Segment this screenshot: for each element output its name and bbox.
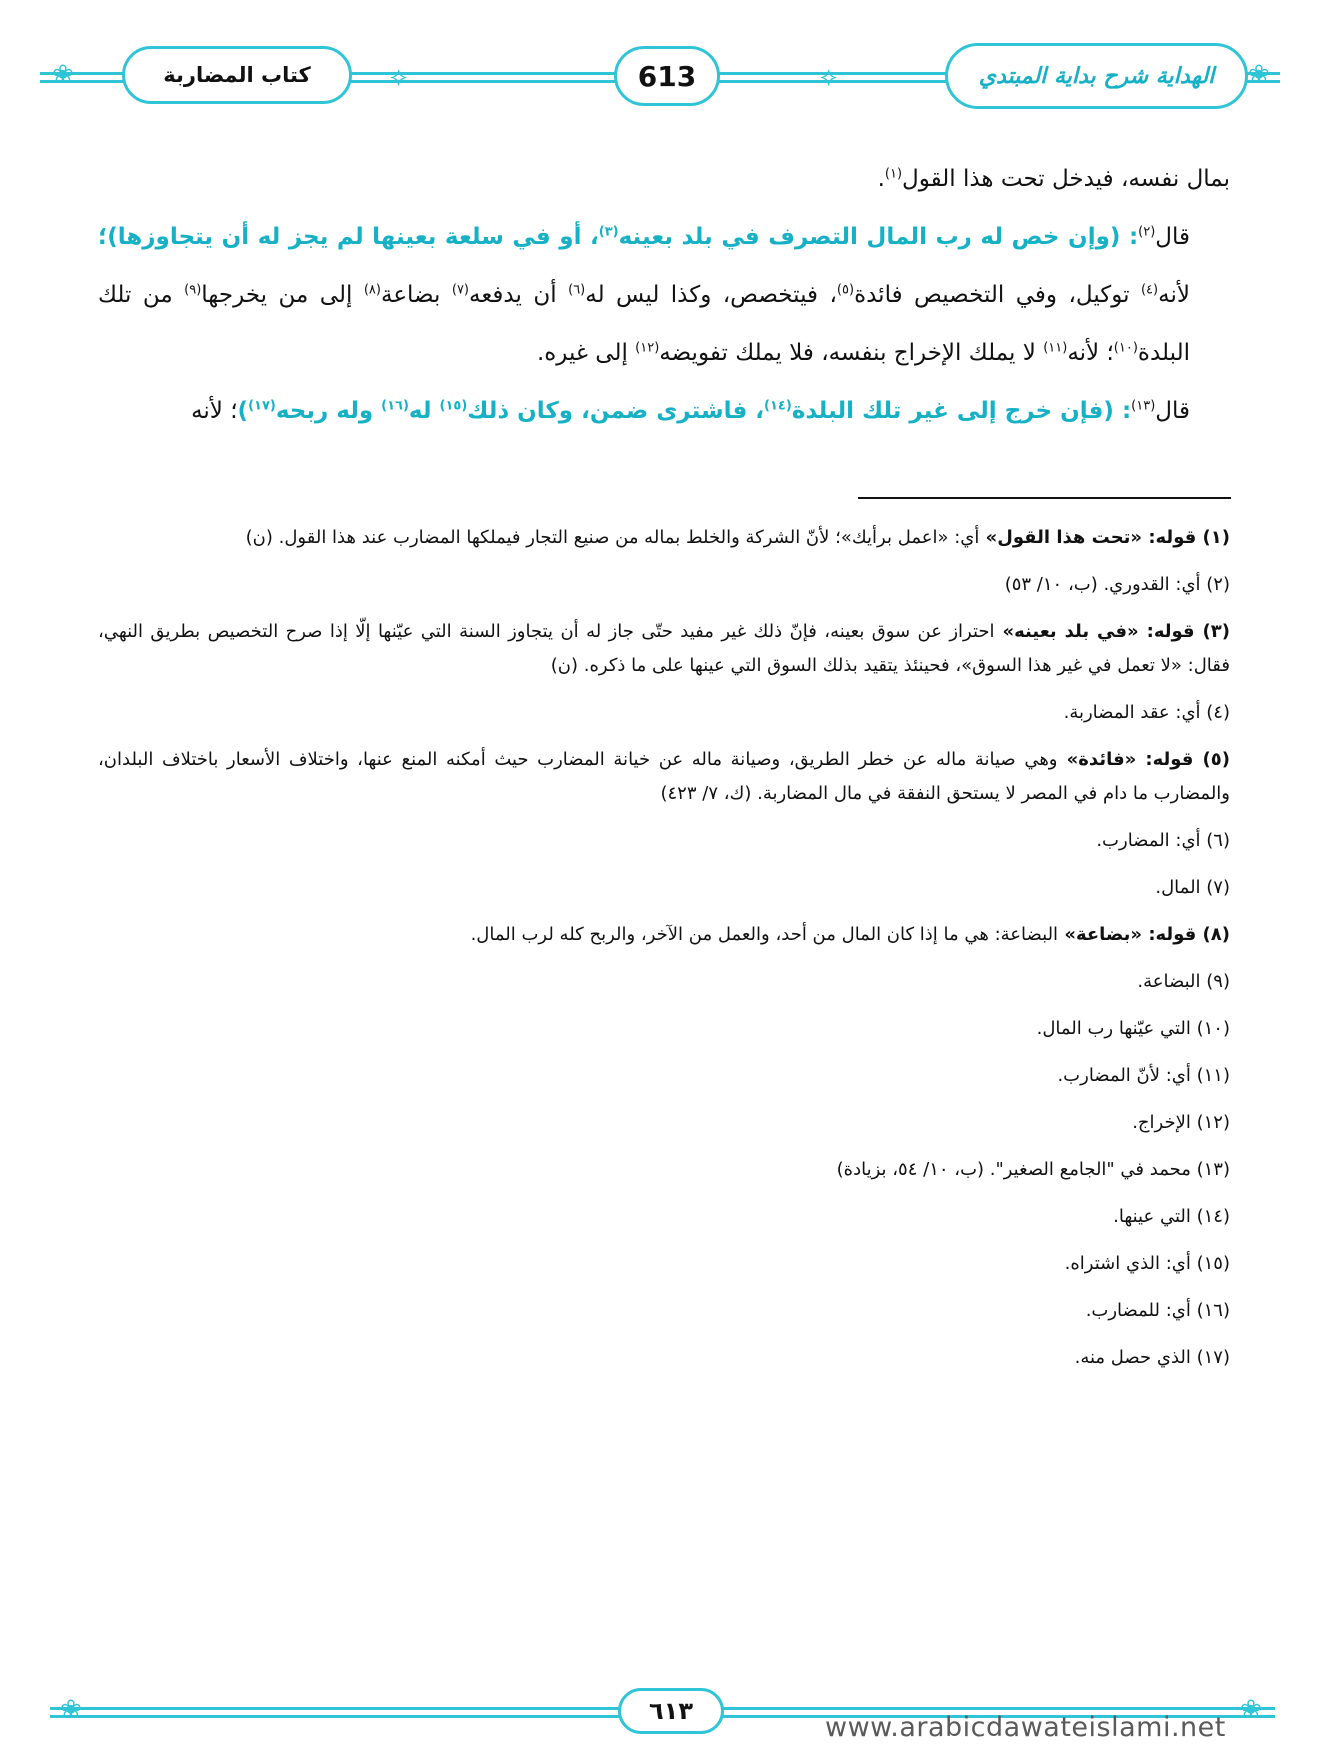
footnote: (١٧) الذي حصل منه. bbox=[1074, 1347, 1230, 1368]
paragraph bbox=[98, 208, 1230, 382]
footnote: (٢) أي: القدوري. (ب، ١٠/ ٥٣) bbox=[1004, 574, 1230, 595]
text-run: من تلك البلدة bbox=[98, 282, 1190, 366]
footnote-number: (١) bbox=[1202, 527, 1230, 548]
footnotes bbox=[98, 521, 1230, 1388]
matn-text: ، فاشترى ضمن، وكان ذلك bbox=[467, 398, 765, 424]
footnote: (٩) البضاعة. bbox=[1137, 971, 1230, 992]
main-text bbox=[98, 150, 1230, 440]
ornament-right-icon: ❀ bbox=[1248, 60, 1270, 90]
footnote-ref: (٧) bbox=[451, 282, 469, 298]
footnote-ref: (١) bbox=[884, 166, 903, 182]
ornament-icon: ⟡ bbox=[820, 62, 838, 92]
text-run: لأنه bbox=[1158, 282, 1190, 308]
footnote-label: قوله: «فائدة» bbox=[1057, 749, 1203, 770]
paragraph bbox=[98, 150, 1230, 208]
footnote bbox=[98, 521, 1230, 555]
footnote: (١٤) التي عينها. bbox=[1113, 1206, 1230, 1227]
matn-text: وله ربحه bbox=[275, 398, 382, 424]
ornament-icon: ⟡ bbox=[390, 62, 408, 92]
footnote: (٧) المال. bbox=[1155, 877, 1230, 898]
matn-text: : (فإن خرج إلى غير تلك البلدة bbox=[791, 398, 1132, 424]
footnote-separator bbox=[858, 497, 1231, 499]
text-run: بمال نفسه، فيدخل تحت هذا القول bbox=[902, 166, 1230, 192]
footnote: (١٥) أي: الذي اشتراه. bbox=[1064, 1253, 1230, 1274]
matn-text: ) bbox=[237, 398, 249, 424]
footnote-ref: (٥) bbox=[836, 282, 855, 298]
ornament-left-icon: ❀ bbox=[52, 60, 74, 90]
footnote-ref: (١٧) bbox=[248, 398, 276, 414]
page-number: 613 bbox=[614, 46, 720, 106]
book-title: الهداية شرح بداية المبتدي bbox=[945, 43, 1248, 109]
footnote-number: (٥) bbox=[1202, 749, 1230, 770]
footnote-ref: (٢) bbox=[1138, 224, 1156, 240]
text-run: قال bbox=[1155, 398, 1190, 424]
footnote-text: احتراز عن سوق بعينه، فإنّ ذلك غير مفيد حتّى جاز له أن يتجاوز السنة التي عيّنها إلّا إذا صرح التخصيص بطريق النهي، فقال: «لا تعمل في غير هذا السوق»، فحينئذ يتقيد بذلك السوق التي عينها على ما ذكره. (ن) bbox=[98, 621, 1230, 676]
footnote-ref: (١٥) bbox=[439, 398, 468, 414]
footnote-text: البضاعة: هي ما إذا كان المال من أحد، والعمل من الآخر، والربح كله لرب المال. bbox=[470, 924, 1059, 945]
footnote-text: أي: «اعمل برأيك»؛ لأنّ الشركة والخلط بماله من صنيع التجار فيملكها المضارب عند هذا القول. (ن) bbox=[245, 527, 980, 548]
footnote-label: قوله: «بضاعة» bbox=[1058, 924, 1203, 945]
footnote-ref: (١٠) bbox=[1113, 340, 1138, 356]
website-watermark: www.arabicdawateislami.net bbox=[825, 1712, 1226, 1743]
matn-text: له bbox=[408, 398, 440, 424]
footnote: (١٠) التي عيّنها رب المال. bbox=[1036, 1018, 1230, 1039]
footnote: (١٣) محمد في "الجامع الصغير". (ب، ١٠/ ٥٤، بزيادة) bbox=[836, 1159, 1230, 1180]
footnote: (١١) أي: لأنّ المضارب. bbox=[1057, 1065, 1230, 1086]
footnote: (٤) أي: عقد المضاربة. bbox=[1063, 702, 1230, 723]
text-run: ؛ لأنه bbox=[191, 398, 238, 424]
footnote-ref: (١٣) bbox=[1131, 398, 1156, 414]
footnote-ref: (١٢) bbox=[635, 340, 660, 356]
ornament-left-icon: ❀ bbox=[60, 1695, 82, 1725]
text-run: بضاعة bbox=[380, 282, 452, 308]
footnote-ref: (١٦) bbox=[381, 398, 409, 414]
text-run: ؛ لأنه bbox=[1067, 340, 1114, 366]
book-section-title: كتاب المضاربة bbox=[122, 46, 352, 104]
footnote: (١٦) أي: للمضارب. bbox=[1085, 1300, 1230, 1321]
footnote: (١٢) الإخراج. bbox=[1132, 1112, 1230, 1133]
paragraph bbox=[98, 382, 1230, 440]
footnote bbox=[98, 615, 1230, 683]
matn-text: ، أو في سلعة بعينها لم يجز له أن يتجاوزها)؛ bbox=[98, 224, 599, 250]
text-run: ، فيتخصص، وكذا ليس له bbox=[585, 282, 837, 308]
footer-page-number: ٦١٣ bbox=[618, 1688, 724, 1734]
text-run: أن يدفعه bbox=[469, 282, 569, 308]
text-run: لا يملك الإخراج بنفسه، فلا يملك تفويضه bbox=[659, 340, 1044, 366]
footnote-ref: (٩) bbox=[184, 282, 202, 298]
footnote-ref: (٨) bbox=[363, 282, 381, 298]
text-run: قال bbox=[1155, 224, 1190, 250]
footnote-ref: (٣) bbox=[598, 224, 619, 240]
footnote-ref: (٤) bbox=[1140, 282, 1159, 298]
text-run: إلى غيره. bbox=[536, 340, 636, 366]
footnote-number: (٣) bbox=[1202, 621, 1230, 642]
footnote-label: قوله: «تحت هذا القول» bbox=[979, 527, 1203, 548]
matn-text: : (وإن خص له رب المال التصرف في بلد بعينه bbox=[618, 224, 1139, 250]
footnote-number: (٨) bbox=[1202, 924, 1230, 945]
footnote bbox=[98, 743, 1230, 811]
footnote-label: قوله: «في بلد بعينه» bbox=[994, 621, 1203, 642]
text-run: توكيل، وفي التخصيص فائدة bbox=[854, 282, 1141, 308]
ornament-right-icon: ❀ bbox=[1240, 1695, 1262, 1725]
text-run: . bbox=[877, 166, 885, 192]
footnote-text: وهي صيانة ماله عن خطر الطريق، وصيانة ماله عن خيانة المضارب حيث أمكنه المنع عنها، واختلاف الأسعار باختلاف البلدان، والمضارب ما دام في المصر لا يستحق النفقة في مال المضاربة. (ك، ٧/ ٤٢٣) bbox=[98, 749, 1230, 804]
footnote bbox=[98, 918, 1230, 952]
text-run: إلى من يخرجها bbox=[201, 282, 364, 308]
footnote-ref: (١١) bbox=[1043, 340, 1068, 356]
footnote-ref: (١٤) bbox=[764, 398, 792, 414]
footnote: (٦) أي: المضارب. bbox=[1096, 830, 1230, 851]
footnote-ref: (٦) bbox=[568, 282, 586, 298]
